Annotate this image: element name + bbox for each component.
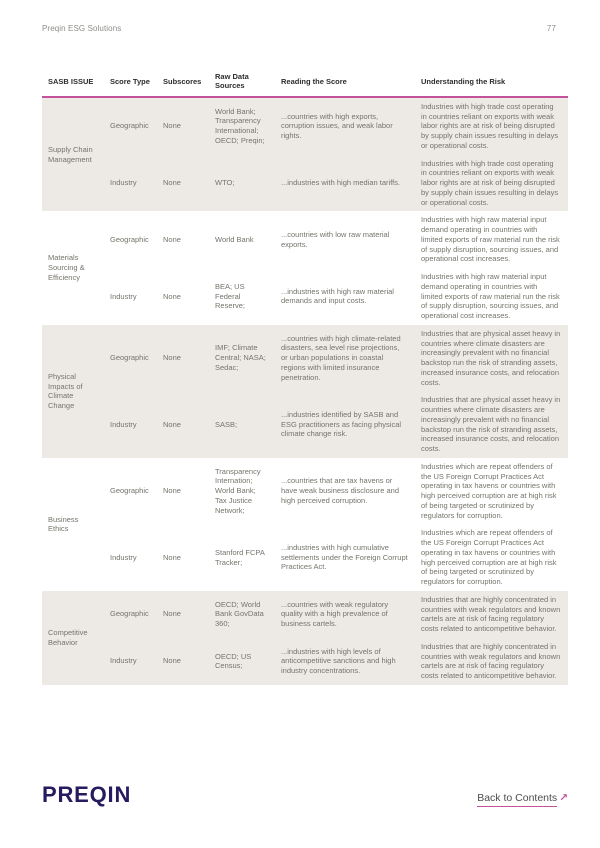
risk-cell: Industries that are physical asset heavy in countries where climate disasters are increasingly prevalent with no financial backstop run the risk of stranding assets, increased insurance costs, and relocation costs.	[415, 391, 568, 458]
reading-cell: ...countries with high climate-related disasters, sea level rise projections, or urban populations in coastal regions with limited insurance penetration.	[275, 325, 415, 392]
reading-cell: ...countries with weak regulatory quality with a high prevalence of business cartels.	[275, 591, 415, 638]
raw-data-cell: BEA; US Federal Reserve;	[215, 281, 246, 311]
risk-cell: Industries that are physical asset heavy in countries where climate disasters are increasingly prevalent with no financial backstop run the risk of stranding assets, increased insurance costs, and relocation costs.	[415, 325, 568, 392]
col-header-sasb-issue: SASB ISSUE	[42, 70, 104, 97]
sasb-table-body	[42, 97, 568, 685]
reading-cell: ...countries with high exports, corruption issues, and weak labor rights.	[275, 97, 415, 155]
table-row	[42, 638, 568, 685]
raw-data-cell: World Bank	[215, 234, 254, 244]
table-row	[42, 325, 568, 392]
subscores-cell: None	[157, 155, 209, 212]
reading-cell: ...industries identified by SASB and ESG practitioners as facing physical climate change risk.	[275, 391, 415, 458]
table-row	[42, 211, 568, 268]
reading-cell: ...countries that are tax havens or have weak business disclosure and high perceived corruption.	[281, 476, 399, 505]
risk-cell: Industries with high trade cost operating in countries reliant on exports with weak labor rights are at risk of being disrupted by supply chain issues resulting in delays or operational costs.	[415, 97, 568, 155]
sasb-issue-cell: Materials Sourcing & Efficiency	[48, 253, 85, 282]
raw-data-cell: Transparency Internation; World Bank; Tax Justice Network;	[215, 466, 261, 515]
raw-data-cell: SASB;	[209, 391, 275, 458]
subscores-cell: None	[163, 234, 181, 244]
raw-data-cell: World Bank; Transparency International; OECD; Preqin;	[209, 97, 275, 155]
sasb-table	[42, 70, 568, 685]
score-type-cell: Geographic	[104, 591, 157, 638]
subscores-cell: None	[157, 591, 209, 638]
subscores-cell: None	[157, 325, 209, 392]
subscores-cell: None	[163, 291, 181, 301]
sasb-issue-cell: Supply Chain Management	[42, 97, 104, 212]
col-header-score-type: Score Type	[104, 70, 157, 97]
sasb-issue-cell: Physical Impacts of Climate Change	[42, 325, 104, 458]
raw-data-cell: Stanford FCPA Tracker;	[215, 547, 265, 567]
col-header-understanding-the-risk: Understanding the Risk	[415, 70, 568, 97]
risk-cell: Industries with high raw material input demand operating in countries with limited exports of raw material run the risk of supply disruption, sourcing issues, and operational cost increases.	[421, 272, 560, 320]
reading-cell: ...industries with high levels of anticompetitive sanctions and high industry concentrations.	[275, 638, 415, 685]
raw-data-cell: IMF; Climate Central; NASA; Sedac;	[209, 325, 275, 392]
reading-cell: ...industries with high median tariffs.	[275, 155, 415, 212]
risk-cell: Industries that are highly concentrated in countries with weak regulators and known cartels are at risk of facing regulatory costs related to anticompetitive behavior.	[415, 591, 568, 638]
col-header-raw-data-sources: Raw Data Sources	[209, 70, 275, 97]
sasb-issue-cell: Business Ethics	[48, 514, 79, 534]
risk-cell: Industries with high trade cost operating in countries reliant on exports with weak labor rights are at risk of being disrupted by supply chain issues resulting in delays or operational costs.	[415, 155, 568, 212]
sasb-issue-cell: Competitive Behavior	[42, 591, 104, 685]
page-header	[42, 24, 556, 33]
table-row	[42, 391, 568, 458]
score-type-cell: Industry	[110, 552, 137, 562]
score-type-cell: Geographic	[104, 97, 157, 155]
score-type-cell: Geographic	[110, 486, 149, 496]
risk-cell: Industries which are repeat offenders of the US Foreign Corrupt Practices Act operating in tax havens or countries with high perceived corruption are at high risk of being targeted or scrutinized by regulators for corruption.	[421, 528, 557, 586]
reading-cell: ...countries with low raw material exports.	[281, 229, 390, 249]
table-row	[42, 458, 568, 525]
arrow-up-right-icon: ↗	[559, 792, 568, 804]
risk-cell: Industries that are highly concentrated in countries with weak regulators and known cartels are at risk of facing regulatory costs related to anticompetitive behavior.	[415, 638, 568, 685]
table-row	[42, 591, 568, 638]
score-type-cell: Geographic	[110, 234, 149, 244]
score-type-cell: Industry	[104, 638, 157, 685]
back-to-contents-label: Back to Contents	[477, 792, 557, 807]
risk-cell: Industries which are repeat offenders of the US Foreign Corrupt Practices Act operating in tax havens or countries with high perceived corruption are at high risk of being targeted or scrutinized by regulators for corruption.	[421, 461, 557, 520]
score-type-cell: Industry	[104, 391, 157, 458]
preqin-logo: PREQIN	[42, 782, 132, 807]
page-footer	[42, 784, 568, 807]
col-header-reading-the-score: Reading the Score	[275, 70, 415, 97]
table-row	[42, 155, 568, 212]
table-header-row	[42, 70, 568, 97]
score-type-cell: Industry	[110, 291, 137, 301]
subscores-cell: None	[157, 97, 209, 155]
col-header-subscores: Subscores	[157, 70, 209, 97]
reading-cell: ...industries with high raw material demands and input costs.	[281, 286, 394, 306]
raw-data-cell: OECD; World Bank GovData 360;	[209, 591, 275, 638]
table-row	[42, 97, 568, 155]
page-number: 77	[546, 24, 556, 33]
score-type-cell: Industry	[104, 155, 157, 212]
subscores-cell: None	[163, 486, 181, 496]
back-to-contents-link[interactable]	[477, 792, 568, 807]
table-row	[42, 268, 568, 325]
risk-cell: Industries with high raw material input demand operating in countries with limited exports of raw material run the risk of supply disruption, sourcing issues, and operational cost increases.	[421, 215, 560, 264]
raw-data-cell: OECD; US Census;	[209, 638, 275, 685]
reading-cell: ...industries with high cumulative settlements under the Foreign Corrupt Practices Act.	[281, 542, 408, 572]
subscores-cell: None	[157, 638, 209, 685]
score-type-cell: Geographic	[104, 325, 157, 392]
subscores-cell: None	[163, 552, 181, 562]
document-title: Preqin ESG Solutions	[42, 24, 122, 33]
table-row	[42, 524, 568, 591]
raw-data-cell: WTO;	[209, 155, 275, 212]
subscores-cell: None	[157, 391, 209, 458]
table-header	[42, 70, 568, 97]
